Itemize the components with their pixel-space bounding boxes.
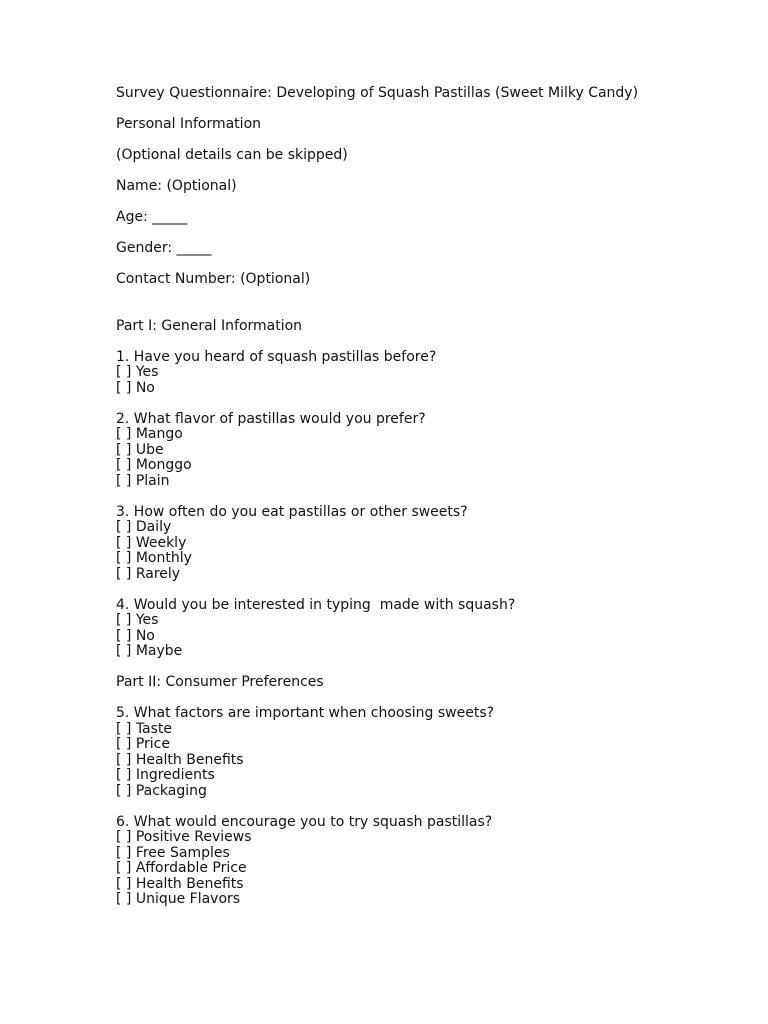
question-5-option-ingredients[interactable]: [ ] Ingredients bbox=[116, 767, 215, 783]
question-5-option-packaging[interactable]: [ ] Packaging bbox=[116, 782, 207, 799]
part2-heading: Part II: Consumer Preferences bbox=[116, 674, 324, 690]
contact-number-field: Contact Number: (Optional) bbox=[116, 271, 311, 287]
question-6-option-unique-flavors[interactable]: [ ] Unique Flavors bbox=[116, 891, 241, 907]
question-3-option-weekly[interactable]: [ ] Weekly bbox=[116, 534, 187, 551]
question-1: 1. Have you heard of squash pastillas before? bbox=[116, 348, 437, 365]
question-4: 4. Would you be interested in typing made with squash? bbox=[116, 596, 516, 613]
question-6: 6. What would encourage you to try squash pastillas? bbox=[116, 813, 493, 830]
document-title: Survey Questionnaire: Developing of Squash Pastillas (Sweet Milky Candy) bbox=[116, 85, 639, 101]
question-2-option-mango[interactable]: [ ] Mango bbox=[116, 426, 183, 442]
question-2-option-monggo[interactable]: [ ] Monggo bbox=[116, 457, 192, 473]
gender-field: Gender: _____ bbox=[116, 240, 212, 256]
personal-info-note: (Optional details can be skipped) bbox=[116, 147, 348, 163]
question-5-option-taste[interactable]: [ ] Taste bbox=[116, 720, 173, 737]
question-2-option-plain[interactable]: [ ] Plain bbox=[116, 472, 170, 489]
personal-info-heading: Personal Information bbox=[116, 116, 262, 132]
question-3-option-daily[interactable]: [ ] Daily bbox=[116, 519, 172, 535]
question-3: 3. How often do you eat pastillas or other sweets? bbox=[116, 503, 468, 520]
question-2: 2. What flavor of pastillas would you prefer? bbox=[116, 410, 426, 427]
question-6-option-positive-reviews[interactable]: [ ] Positive Reviews bbox=[116, 829, 252, 845]
survey-document bbox=[116, 86, 736, 908]
question-5-option-health-benefits[interactable]: [ ] Health Benefits bbox=[116, 751, 244, 768]
name-field: Name: (Optional) bbox=[116, 178, 237, 194]
question-2-option-ube[interactable]: [ ] Ube bbox=[116, 441, 164, 458]
question-5-option-price[interactable]: [ ] Price bbox=[116, 736, 170, 752]
question-1-option-yes[interactable]: [ ] Yes bbox=[116, 364, 159, 380]
question-3-option-rarely[interactable]: [ ] Rarely bbox=[116, 565, 181, 582]
question-4-option-yes[interactable]: [ ] Yes bbox=[116, 612, 159, 628]
question-5: 5. What factors are important when choosing sweets? bbox=[116, 705, 495, 721]
question-6-option-health-benefits[interactable]: [ ] Health Benefits bbox=[116, 875, 244, 892]
question-6-option-free-samples[interactable]: [ ] Free Samples bbox=[116, 844, 230, 861]
part1-heading: Part I: General Information bbox=[116, 317, 303, 334]
question-6-option-affordable-price[interactable]: [ ] Affordable Price bbox=[116, 860, 247, 876]
question-1-option-no[interactable]: [ ] No bbox=[116, 379, 155, 396]
question-4-option-maybe[interactable]: [ ] Maybe bbox=[116, 643, 183, 659]
question-3-option-monthly[interactable]: [ ] Monthly bbox=[116, 550, 192, 566]
question-4-option-no[interactable]: [ ] No bbox=[116, 627, 155, 644]
age-field: Age: _____ bbox=[116, 209, 188, 225]
